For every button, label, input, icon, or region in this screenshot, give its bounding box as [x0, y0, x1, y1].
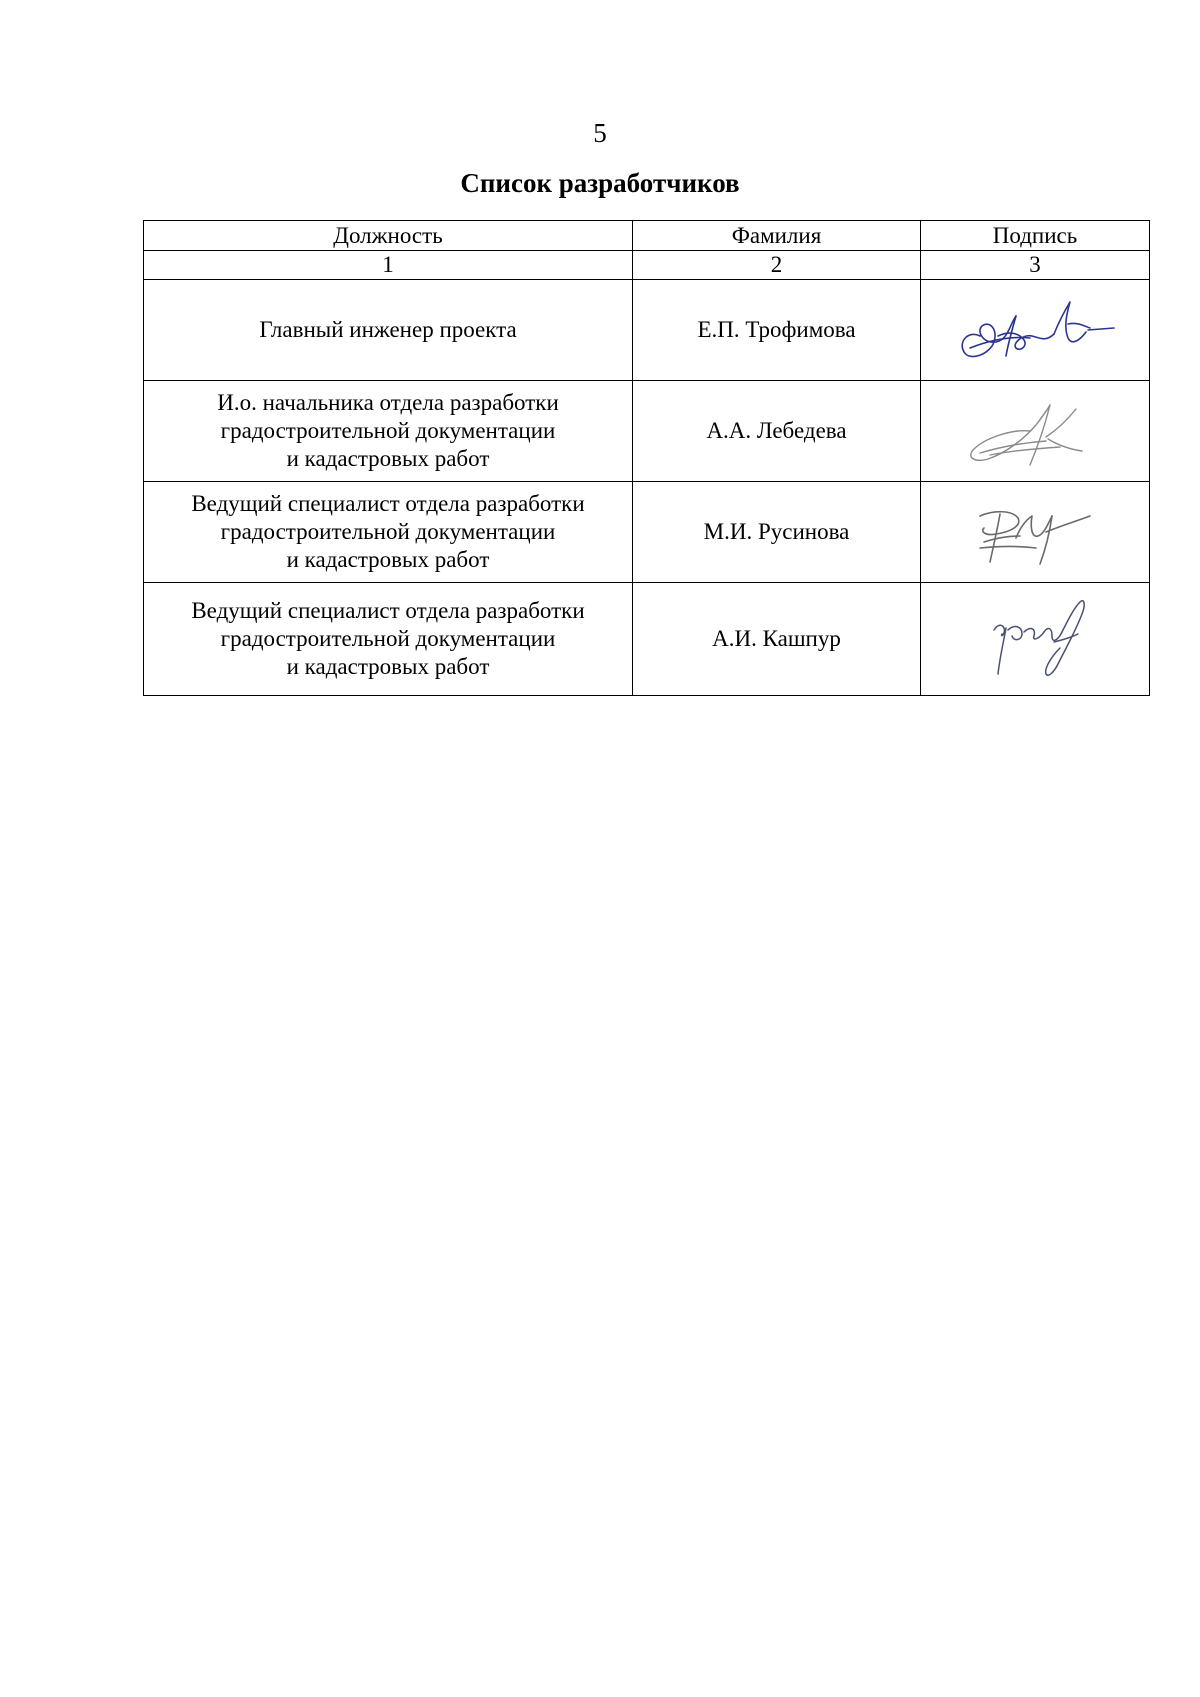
table-row — [144, 482, 1150, 583]
position-line: градостроительной документации — [220, 626, 556, 651]
header-surname: Фамилия — [633, 221, 921, 251]
page-number: 5 — [593, 118, 607, 148]
position-line: градостроительной документации — [220, 418, 556, 443]
header-signature: Подпись — [921, 221, 1150, 251]
signature-rusinova — [950, 492, 1120, 572]
signature-cell — [921, 583, 1150, 696]
position-line: и кадастровых работ — [286, 547, 490, 572]
name-cell: Е.П. Трофимова — [633, 280, 921, 381]
column-number-1: 1 — [144, 251, 633, 280]
signature-kashpur — [950, 594, 1120, 684]
name-cell: А.И. Кашпур — [633, 583, 921, 696]
position-cell — [144, 583, 633, 696]
document-title: Список разработчиков — [460, 168, 740, 198]
table-header-row — [144, 221, 1150, 251]
signature-cell — [921, 280, 1150, 381]
name-cell: А.А. Лебедева — [633, 381, 921, 482]
developers-table — [143, 220, 1150, 696]
position-line: и кадастровых работ — [286, 654, 490, 679]
table-row — [144, 381, 1150, 482]
signature-cell — [921, 381, 1150, 482]
name-cell: М.И. Русинова — [633, 482, 921, 583]
position-line: И.о. начальника отдела разработки — [217, 390, 559, 415]
signature-cell — [921, 482, 1150, 583]
position-cell — [144, 482, 633, 583]
table-row — [144, 583, 1150, 696]
position-line: градостроительной документации — [220, 519, 556, 544]
position-cell — [144, 280, 633, 381]
header-position: Должность — [144, 221, 633, 251]
column-number-row — [144, 251, 1150, 280]
signature-trofimova — [950, 290, 1120, 370]
position-line: Ведущий специалист отдела разработки — [191, 491, 585, 516]
signature-lebedeva — [950, 391, 1120, 471]
table-row — [144, 280, 1150, 381]
position-line: и кадастровых работ — [286, 446, 490, 471]
column-number-2: 2 — [633, 251, 921, 280]
position-cell — [144, 381, 633, 482]
column-number-3: 3 — [921, 251, 1150, 280]
position-line: Главный инженер проекта — [259, 317, 517, 342]
position-line: Ведущий специалист отдела разработки — [191, 598, 585, 623]
